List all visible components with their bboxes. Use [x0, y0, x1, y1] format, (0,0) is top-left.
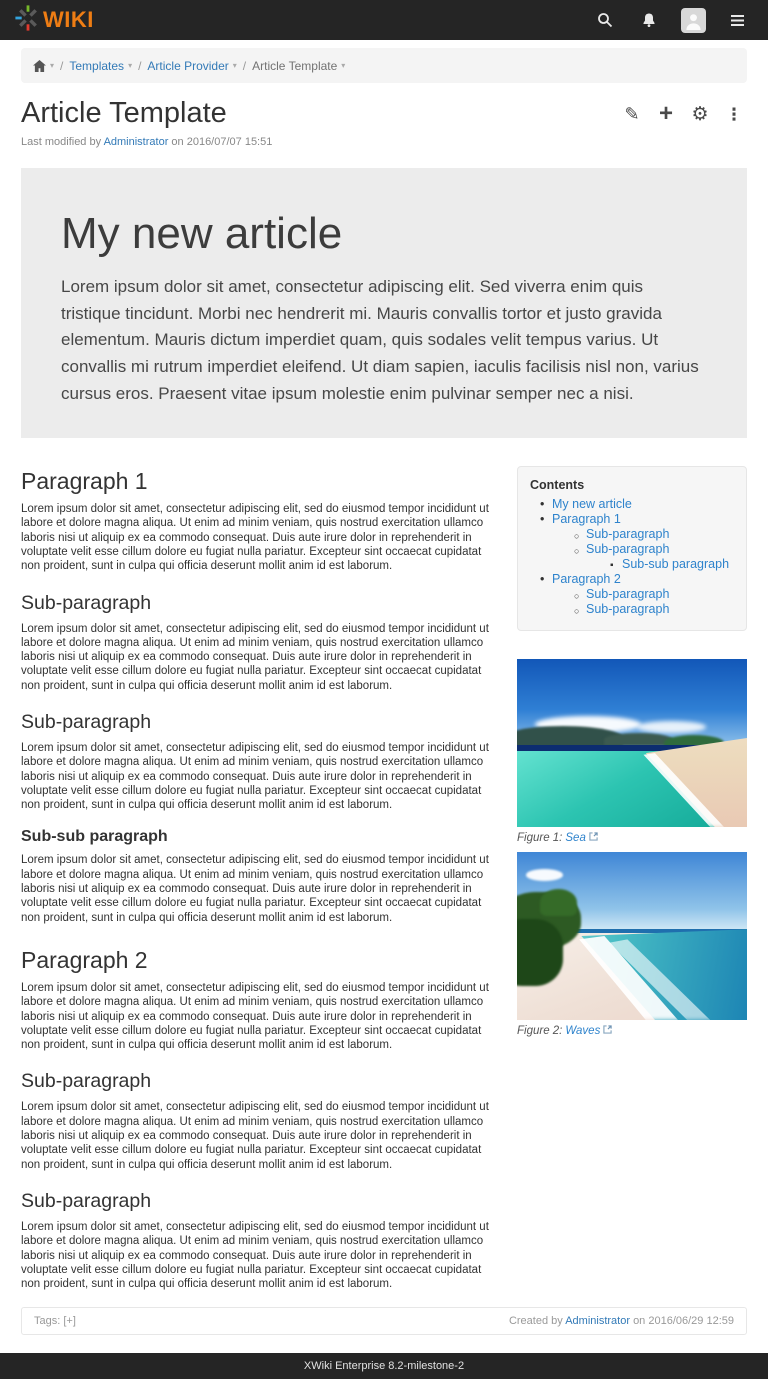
- article-section: [21, 1190, 497, 1291]
- article-section: [21, 1070, 497, 1171]
- toc-link[interactable]: Sub-paragraph: [586, 602, 670, 617]
- figure-2-image-waves: [517, 852, 747, 1020]
- version-text: XWiki Enterprise 8.2-milestone-2: [303, 1360, 465, 1373]
- article-section: [21, 468, 497, 573]
- user-avatar[interactable]: [676, 5, 710, 35]
- breadcrumb-item-templates[interactable]: Templates: [69, 58, 125, 73]
- article-hero-panel: [21, 168, 747, 438]
- chevron-down-icon[interactable]: ▾: [50, 61, 55, 70]
- xwiki-x-icon: [14, 4, 42, 37]
- contents-title: Contents: [530, 478, 585, 493]
- content-area: [21, 466, 747, 1291]
- edit-pencil-icon[interactable]: ✎: [624, 104, 640, 124]
- chevron-down-icon[interactable]: ▾: [341, 61, 346, 70]
- sidebar: [517, 466, 747, 1037]
- navbar-actions: [588, 5, 754, 35]
- figure-1-caption: [517, 832, 747, 844]
- article-section: [21, 828, 497, 924]
- section-heading: Sub-sub paragraph: [21, 828, 168, 846]
- created-user-link[interactable]: Administrator: [565, 1315, 630, 1328]
- chevron-down-icon[interactable]: ▾: [128, 61, 133, 70]
- add-tag-button[interactable]: [+]: [63, 1315, 76, 1328]
- contents-panel: [517, 466, 747, 631]
- hamburger-menu-icon[interactable]: [720, 5, 754, 35]
- site-footer: [0, 1353, 768, 1379]
- figure-1: [517, 659, 747, 844]
- home-icon[interactable]: [33, 60, 46, 72]
- modified-prefix: Last modified by: [21, 136, 102, 149]
- toc-item: [530, 512, 734, 527]
- article-section: [21, 592, 497, 693]
- toc-link[interactable]: Sub-sub paragraph: [622, 557, 730, 572]
- section-body: Lorem ipsum dolor sit amet, consectetur adipiscing elit, sed do eiusmod tempor incididunt ut labore et dolore magna aliqua. Ut enim ad minim veniam, quis nostrud exercitation ullamco laboris nisi ut aliquip ex ea commodo consequat. Duis aute irure dolor in reprehenderit in voluptate velit esse cillum dolore eu fugiat nulla pariatur. Excepteur sint occaecat cupidatat non proident, sunt in culpa qui officia deserunt mollit anim id est laborum.: [21, 742, 489, 812]
- avatar-person-icon: [681, 8, 706, 33]
- create-plus-icon[interactable]: +: [658, 100, 673, 127]
- external-link-icon: [589, 832, 598, 844]
- toc-link[interactable]: Paragraph 2: [552, 572, 621, 587]
- breadcrumb-item-article-provider[interactable]: Article Provider: [147, 58, 229, 73]
- article-lead-text: Lorem ipsum dolor sit amet, consectetur adipiscing elit. Sed viverra enim quis tristique tincidunt. Morbi nec hendrerit mi. Mauris convallis tortor et justo gravida elementum. Mauris dictum imperdiet quam, quis sodales velit tempus varius. Ut convallis mi rutrum imperdiet eleifend. Ut diam sapien, iaculis facilisis nisl non, varius cursus eros. Praesent vitae ipsum molestie enim pulvinar semper nec a nisi.: [61, 276, 699, 404]
- toc-item: [530, 527, 734, 542]
- toc-item: [530, 602, 734, 617]
- toc-item: [530, 542, 734, 557]
- xwiki-logo[interactable]: [14, 4, 94, 37]
- section-heading: Paragraph 2: [21, 946, 148, 973]
- figure-1-prefix: Figure 1:: [517, 832, 563, 845]
- figure-2-caption: [517, 1025, 747, 1037]
- section-heading: Sub-paragraph: [21, 591, 152, 614]
- search-icon[interactable]: [588, 5, 622, 35]
- toc-link[interactable]: Paragraph 1: [552, 512, 621, 527]
- figure-2: [517, 852, 747, 1037]
- toc-item: [530, 497, 734, 512]
- tags-area: [34, 1315, 76, 1327]
- page-actions: [619, 101, 747, 127]
- breadcrumb-separator: /: [138, 58, 142, 73]
- figure-1-link[interactable]: Sea: [565, 832, 586, 845]
- created-prefix: Created by: [508, 1315, 563, 1328]
- settings-gear-icon[interactable]: ⚙: [691, 103, 709, 125]
- figure-2-prefix: Figure 2:: [517, 1025, 563, 1038]
- article-section: [21, 711, 497, 812]
- xwiki-logo-text: WIKI: [43, 7, 94, 32]
- created-suffix: on 2016/06/29 12:59: [633, 1315, 734, 1328]
- article-section: [21, 947, 497, 1052]
- section-heading: Sub-paragraph: [21, 711, 152, 733]
- toc-item: [530, 587, 734, 602]
- toc-link[interactable]: Sub-paragraph: [586, 542, 670, 557]
- document-footer-strip: [21, 1307, 747, 1335]
- document-header: [21, 97, 747, 130]
- toc-link[interactable]: Sub-paragraph: [586, 527, 670, 542]
- section-body: Lorem ipsum dolor sit amet, consectetur adipiscing elit, sed do eiusmod tempor incididunt ut labore et dolore magna aliqua. Ut enim ad minim veniam, quis nostrud exercitation ullamco laboris nisi ut aliquip ex ea commodo consequat. Duis aute irure dolor in reprehenderit in voluptate velit esse cillum dolore eu fugiat nulla pariatur. Excepteur sint occaecat cupidatat non proident, sunt in culpa qui officia deserunt mollit anim id est laborum.: [21, 503, 489, 573]
- section-heading: Sub-paragraph: [21, 1189, 152, 1212]
- toc-item: [530, 572, 734, 587]
- page-title: Article Template: [21, 97, 227, 129]
- section-body: Lorem ipsum dolor sit amet, consectetur adipiscing elit, sed do eiusmod tempor incididunt ut labore et dolore magna aliqua. Ut enim ad minim veniam, quis nostrud exercitation ullamco laboris nisi ut aliquip ex ea commodo consequat. Duis aute irure dolor in reprehenderit in voluptate velit esse cillum dolore eu fugiat nulla pariatur. Excepteur sint occaecat cupidatat non proident, sunt in culpa qui officia deserunt mollit anim id est laborum.: [21, 1220, 489, 1291]
- section-heading: Sub-paragraph: [21, 1070, 152, 1093]
- external-link-icon: [603, 1025, 612, 1037]
- section-body: Lorem ipsum dolor sit amet, consectetur adipiscing elit, sed do eiusmod tempor incididunt ut labore et dolore magna aliqua. Ut enim ad minim veniam, quis nostrud exercitation ullamco laboris nisi ut aliquip ex ea commodo consequat. Duis aute irure dolor in reprehenderit in voluptate velit esse cillum dolore eu fugiat nulla pariatur. Excepteur sint occaecat cupidatat non proident, sunt in culpa qui officia deserunt mollit anim id est laborum.: [21, 854, 489, 924]
- toc-item: [530, 557, 734, 572]
- figure-1-image-sea: [517, 659, 747, 827]
- section-heading: Paragraph 1: [21, 468, 148, 495]
- section-body: Lorem ipsum dolor sit amet, consectetur adipiscing elit, sed do eiusmod tempor incididunt ut labore et dolore magna aliqua. Ut enim ad minim veniam, quis nostrud exercitation ullamco laboris nisi ut aliquip ex ea commodo consequat. Duis aute irure dolor in reprehenderit in voluptate velit esse cillum dolore eu fugiat nulla pariatur. Excepteur sint occaecat cupidatat non proident, sunt in culpa qui officia deserunt mollit anim id est laborum.: [21, 1101, 489, 1171]
- chevron-down-icon[interactable]: ▾: [232, 61, 237, 70]
- toc-link[interactable]: My new article: [552, 497, 632, 512]
- tags-label: Tags:: [34, 1315, 61, 1328]
- notifications-bell-icon[interactable]: [632, 5, 666, 35]
- article-body: [21, 466, 497, 1291]
- top-navbar: [0, 0, 768, 40]
- section-body: Lorem ipsum dolor sit amet, consectetur adipiscing elit, sed do eiusmod tempor incididunt ut labore et dolore magna aliqua. Ut enim ad minim veniam, quis nostrud exercitation ullamco laboris nisi ut aliquip ex ea commodo consequat. Duis aute irure dolor in reprehenderit in voluptate velit esse cillum dolore eu fugiat nulla pariatur. Excepteur sint occaecat cupidatat non proident, sunt in culpa qui officia deserunt mollit anim id est laborum.: [21, 981, 489, 1052]
- created-line: [509, 1315, 734, 1327]
- toc-link[interactable]: Sub-paragraph: [586, 587, 670, 602]
- breadcrumb-separator: /: [242, 58, 247, 73]
- modified-user-link[interactable]: Administrator: [103, 136, 169, 149]
- footer-spacer: [0, 1335, 768, 1353]
- breadcrumb: [21, 48, 747, 83]
- last-modified-line: [21, 136, 747, 148]
- modified-suffix: on 2016/07/07 15:51: [171, 136, 273, 149]
- breadcrumb-item-current: Article Template: [252, 58, 338, 73]
- more-kebab-icon[interactable]: ⋮: [725, 104, 743, 124]
- article-title: My new article: [61, 209, 343, 259]
- figure-2-link[interactable]: Waves: [565, 1025, 601, 1038]
- breadcrumb-separator: /: [60, 58, 64, 73]
- section-body: Lorem ipsum dolor sit amet, consectetur adipiscing elit, sed do eiusmod tempor incididunt ut labore et dolore magna aliqua. Ut enim ad minim veniam, quis nostrud exercitation ullamco laboris nisi ut aliquip ex ea commodo consequat. Duis aute irure dolor in reprehenderit in voluptate velit esse cillum dolore eu fugiat nulla pariatur. Excepteur sint occaecat cupidatat non proident, sunt in culpa qui officia deserunt mollit anim id est laborum.: [21, 622, 489, 692]
